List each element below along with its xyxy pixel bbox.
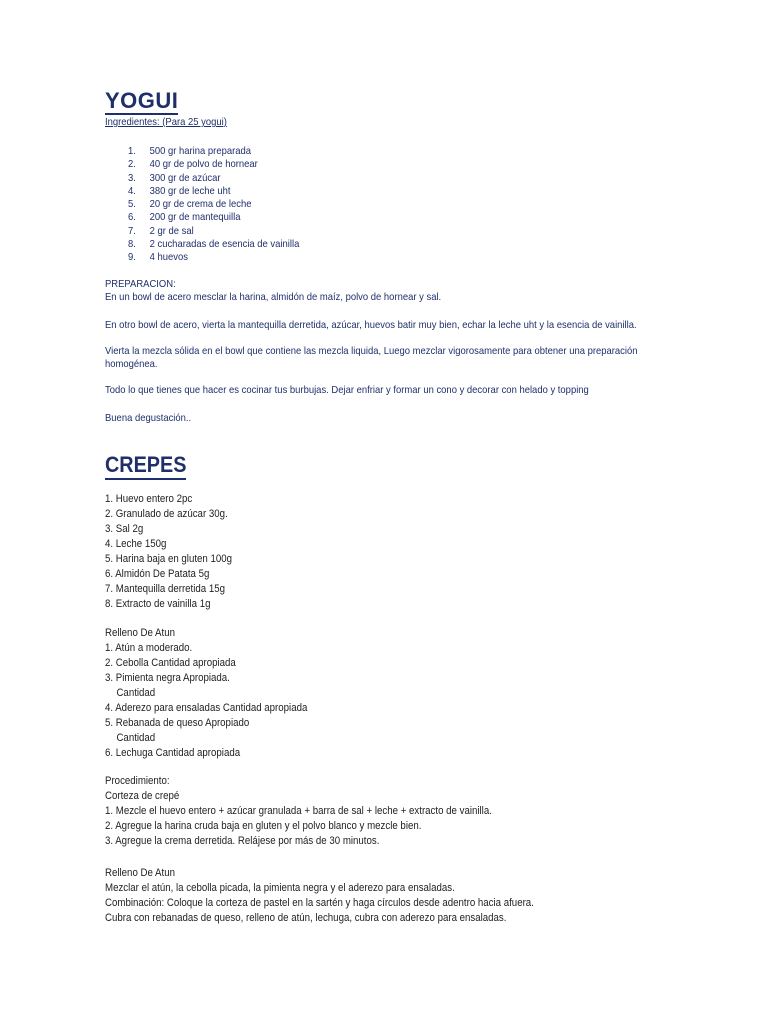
list-item: 3. 300 gr de azúcar xyxy=(128,171,221,184)
crepes-filling-section xyxy=(105,626,307,761)
list-item: 3. Sal 2g xyxy=(105,523,144,535)
list-item: 1. Mezcle el huevo entero + azúcar granulada + barra de sal + leche + extracto de vainilla. xyxy=(105,805,492,817)
list-item: 5. 20 gr de crema de leche xyxy=(128,198,252,211)
crepes-title: CREPES xyxy=(105,452,186,480)
list-item: 7. Mantequilla derretida 15g xyxy=(105,583,226,595)
list-item: 8. 2 cucharadas de esencia de vainilla xyxy=(128,238,300,251)
list-item: 1. Huevo entero 2pc xyxy=(105,493,193,505)
list-item: 9. 4 huevos xyxy=(128,251,188,264)
list-item: 4. 380 gr de leche uht xyxy=(128,184,231,197)
list-item: 4. Aderezo para ensaladas Cantidad apropiada xyxy=(105,702,308,714)
crepes-procedure-section xyxy=(105,774,492,849)
list-item: 4. Leche 150g xyxy=(105,538,167,550)
list-item: 2. Granulado de azúcar 30g. xyxy=(105,508,228,520)
yogui-ingredients-label: Ingredientes: (Para 25 yogui) xyxy=(105,116,227,128)
filling-label: Relleno De Atun xyxy=(105,627,175,639)
list-item: 2. Cebolla Cantidad apropiada xyxy=(105,657,236,669)
list-item: 6. 200 gr de mantequilla xyxy=(128,211,241,224)
yogui-closing: Buena degustación.. xyxy=(105,412,192,424)
list-item: Cantidad xyxy=(116,687,156,699)
list-item: Cantidad xyxy=(116,732,156,744)
list-item: 5. Rebanada de queso Apropiado xyxy=(105,717,250,729)
yogui-prep-label: PREPARACION: xyxy=(105,278,176,290)
paragraph-line: Mezclar el atún, la cebolla picada, la pimienta negra y el aderezo para ensaladas. xyxy=(105,882,455,894)
paragraph-line: Cubra con rebanadas de queso, relleno de atún, lechuga, cubra con aderezo para ensaladas. xyxy=(105,912,507,924)
paragraph-line: Combinación: Coloque la corteza de pastel en la sartén y haga círculos desde adentro hacia afuera. xyxy=(105,897,534,909)
filling2-label: Relleno De Atun xyxy=(105,867,175,879)
yogui-step-2: En otro bowl de acero, vierta la mantequilla derretida, azúcar, huevos batir muy bien, echar la leche uht y la esencia de vainilla. xyxy=(105,319,637,331)
procedure-label: Procedimiento: xyxy=(105,775,170,787)
crust-label: Corteza de crepé xyxy=(105,790,180,802)
yogui-step-3: Vierta la mezcla sólida en el bowl que contiene las mezcla liquida, Luego mezclar vigorosamente para obtener una preparación homogénea. xyxy=(105,345,638,370)
list-item: 3. Agregue la crema derretida. Relájese por más de 30 minutos. xyxy=(105,835,380,847)
list-item: 2. Agregue la harina cruda baja en gluten y el polvo blanco y mezcle bien. xyxy=(105,820,422,832)
list-item: 8. Extracto de vainilla 1g xyxy=(105,598,211,610)
yogui-title: YOGUI xyxy=(105,88,179,113)
list-item: 1. Atún a moderado. xyxy=(105,642,193,654)
list-item: 6. Lechuga Cantidad apropiada xyxy=(105,747,241,759)
list-item: 6. Almidón De Patata 5g xyxy=(105,568,210,580)
crepes-ingredients-list xyxy=(105,492,232,612)
list-item: 3. Pimienta negra Apropiada. xyxy=(105,672,230,684)
yogui-step-4: Todo lo que tienes que hacer es cocinar tus burbujas. Dejar enfriar y formar un cono y decorar con helado y topping xyxy=(105,384,589,396)
list-item: 7. 2 gr de sal xyxy=(128,224,194,237)
yogui-ingredients-list xyxy=(128,145,318,265)
list-item: 1. 500 gr harina preparada xyxy=(128,145,252,157)
yogui-step-1: En un bowl de acero mesclar la harina, almidón de maíz, polvo de hornear y sal. xyxy=(105,291,442,303)
list-item: 2. 40 gr de polvo de hornear xyxy=(128,158,258,171)
crepes-filling2-section xyxy=(105,866,534,926)
list-item: 5. Harina baja en gluten 100g xyxy=(105,553,233,565)
